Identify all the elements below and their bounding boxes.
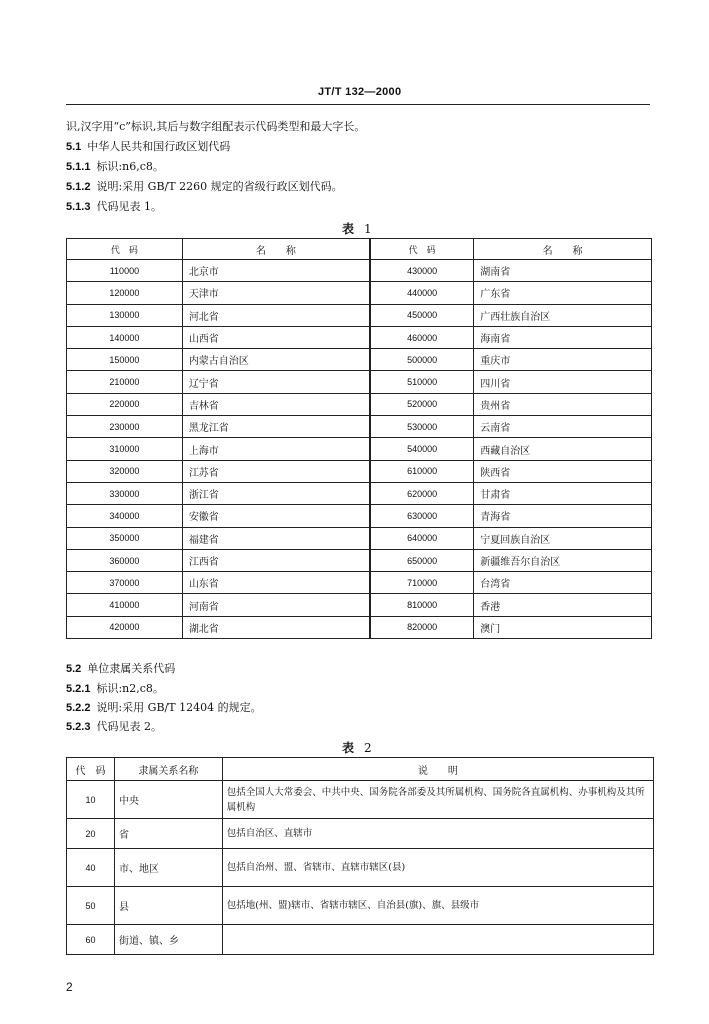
region-name-cell: 吉林省: [182, 393, 370, 415]
region-name-cell: 辽宁省: [182, 371, 370, 393]
region-name-cell: 贵州省: [474, 393, 652, 415]
region-name-cell: 湖北省: [182, 616, 370, 638]
description-cell: 包括全国人大常委会、中共中央、国务院各部委及其所属机构、国务院各直属机构、办事机构及其所属机构: [222, 781, 653, 819]
table-row: [67, 527, 652, 549]
region-code-cell: 110000: [67, 260, 183, 282]
region-code-cell: 810000: [370, 594, 474, 616]
region-code-cell: 420000: [67, 616, 183, 638]
affiliation-name-cell: 县: [114, 887, 222, 925]
column-header-affiliation-name: 隶属关系名称: [114, 758, 222, 781]
table-row: [67, 849, 654, 887]
region-name-cell: 上海市: [182, 438, 370, 460]
region-code-cell: 410000: [67, 594, 183, 616]
region-name-cell: 海南省: [474, 326, 652, 348]
region-code-cell: 540000: [370, 438, 474, 460]
region-code-cell: 640000: [370, 527, 474, 549]
region-name-cell: 天津市: [182, 282, 370, 304]
region-code-cell: 150000: [67, 349, 183, 371]
clause-text: 标识:n2,c8。: [96, 682, 164, 695]
region-code-cell: 130000: [67, 304, 183, 326]
table-row: [67, 616, 652, 638]
region-name-cell: 宁夏回族自治区: [474, 527, 652, 549]
table-row: [67, 594, 652, 616]
clause-number: 5.2.2: [66, 702, 91, 714]
region-code-cell: 370000: [67, 572, 183, 594]
region-name-cell: 江苏省: [182, 460, 370, 482]
clause-5-2-1: [66, 682, 164, 696]
region-name-cell: 河南省: [182, 594, 370, 616]
table-header-row: [67, 239, 652, 260]
region-code-cell: 140000: [67, 326, 183, 348]
region-code-cell: 220000: [67, 393, 183, 415]
description-cell: 包括自治州、盟、省辖市、直辖市辖区(县): [222, 849, 653, 887]
clause-text: 说明:采用 GB/T 2260 规定的省级行政区划代码。: [96, 180, 343, 193]
region-name-cell: 广西壮族自治区: [474, 304, 652, 326]
table-row: [67, 925, 654, 955]
table-row: [67, 371, 652, 393]
clause-number: 5.2.1: [66, 683, 91, 695]
affiliation-code-cell: 20: [67, 819, 115, 849]
section-title: 单位隶属关系代码: [87, 662, 176, 675]
region-name-cell: 北京市: [182, 260, 370, 282]
affiliation-code-cell: 60: [67, 925, 115, 955]
description-cell: [222, 925, 653, 955]
column-header-description: 说 明: [222, 758, 653, 781]
page-number: 2: [66, 980, 73, 994]
region-name-cell: 广东省: [474, 282, 652, 304]
table-row: [67, 482, 652, 504]
region-name-cell: 内蒙古自治区: [182, 349, 370, 371]
region-name-cell: 山西省: [182, 326, 370, 348]
caption-label: 表: [342, 222, 355, 236]
table-row: [67, 416, 652, 438]
region-code-cell: 120000: [67, 282, 183, 304]
region-code-cell: 530000: [370, 416, 474, 438]
clause-text: 标识:n6,c8。: [96, 160, 164, 173]
affiliation-code-cell: 50: [67, 887, 115, 925]
region-name-cell: 重庆市: [474, 349, 652, 371]
region-name-cell: 黑龙江省: [182, 416, 370, 438]
region-name-cell: 河北省: [182, 304, 370, 326]
affiliation-name-cell: 中央: [114, 781, 222, 819]
region-code-cell: 630000: [370, 505, 474, 527]
region-code-cell: 360000: [67, 549, 183, 571]
affiliation-code-cell: 10: [67, 781, 115, 819]
region-code-cell: 520000: [370, 393, 474, 415]
column-header-code: 代 码: [67, 239, 183, 260]
region-code-cell: 450000: [370, 304, 474, 326]
region-name-cell: 江西省: [182, 549, 370, 571]
clause-text: 说明:采用 GB/T 12404 的规定。: [96, 701, 262, 714]
clause-5-1-1: [66, 160, 164, 174]
region-name-cell: 安徽省: [182, 505, 370, 527]
clause-5-2-3: [66, 720, 162, 734]
region-code-cell: 330000: [67, 482, 183, 504]
clause-5-1-3: [66, 200, 162, 214]
table-row: [67, 393, 652, 415]
region-code-cell: 320000: [67, 460, 183, 482]
clause-5-1-2: [66, 180, 343, 194]
affiliation-name-cell: 市、地区: [114, 849, 222, 887]
column-header-code: 代 码: [67, 758, 115, 781]
table-header-row: [67, 758, 654, 781]
region-code-cell: 230000: [67, 416, 183, 438]
clause-text: 代码见表 2。: [96, 720, 162, 733]
region-code-cell: 460000: [370, 326, 474, 348]
clause-5-2-2: [66, 701, 262, 715]
table-row: [67, 260, 652, 282]
region-name-cell: 台湾省: [474, 572, 652, 594]
description-cell: 包括自治区、直辖市: [222, 819, 653, 849]
region-name-cell: 湖南省: [474, 260, 652, 282]
table-row: [67, 326, 652, 348]
section-number: 5.2: [66, 663, 82, 675]
affiliation-code-cell: 40: [67, 849, 115, 887]
clause-number: 5.1.1: [66, 161, 91, 173]
table-row: [67, 349, 652, 371]
table-row: [67, 549, 652, 571]
header-rule: [66, 104, 650, 105]
region-code-cell: 650000: [370, 549, 474, 571]
clause-number: 5.2.3: [66, 721, 91, 733]
affiliation-name-cell: 街道、镇、乡: [114, 925, 222, 955]
region-name-cell: 西藏自治区: [474, 438, 652, 460]
section-title: 中华人民共和国行政区划代码: [87, 140, 231, 153]
region-name-cell: 福建省: [182, 527, 370, 549]
region-code-cell: 440000: [370, 282, 474, 304]
table1-caption: [342, 220, 372, 237]
table-row: [67, 819, 654, 849]
region-code-cell: 350000: [67, 527, 183, 549]
region-code-cell: 310000: [67, 438, 183, 460]
clause-text: 代码见表 1。: [96, 200, 162, 213]
region-name-cell: 澳门: [474, 616, 652, 638]
column-header-name: 名 称: [474, 239, 652, 260]
table-admin-division-codes: [66, 238, 652, 639]
region-name-cell: 新疆维吾尔自治区: [474, 549, 652, 571]
table-row: [67, 438, 652, 460]
description-cell: 包括地(州、盟)辖市、省辖市辖区、自治县(旗)、旗、县级市: [222, 887, 653, 925]
region-name-cell: 云南省: [474, 416, 652, 438]
table-row: [67, 304, 652, 326]
region-code-cell: 510000: [370, 371, 474, 393]
region-name-cell: 四川省: [474, 371, 652, 393]
table-row: [67, 505, 652, 527]
section-5-1-heading: [66, 140, 230, 154]
region-name-cell: 甘肃省: [474, 482, 652, 504]
section-5-2-heading: [66, 662, 175, 676]
region-name-cell: 浙江省: [182, 482, 370, 504]
table-row: [67, 572, 652, 594]
clause-number: 5.1.2: [66, 181, 91, 193]
caption-label: 表: [342, 741, 355, 755]
table-row: [67, 781, 654, 819]
clause-number: 5.1.3: [66, 201, 91, 213]
affiliation-name-cell: 省: [114, 819, 222, 849]
region-code-cell: 500000: [370, 349, 474, 371]
intro-line: 识,汉字用“c”标识,其后与数字组配表示代码类型和最大字长。: [66, 120, 366, 133]
table-row: [67, 282, 652, 304]
column-header-code: 代 码: [370, 239, 474, 260]
region-code-cell: 340000: [67, 505, 183, 527]
standard-code-header: JT/T 132—2000: [318, 86, 402, 98]
table2-caption: [342, 739, 372, 756]
caption-number: 2: [364, 741, 372, 755]
region-name-cell: 陕西省: [474, 460, 652, 482]
region-code-cell: 430000: [370, 260, 474, 282]
caption-number: 1: [364, 222, 372, 236]
region-code-cell: 710000: [370, 572, 474, 594]
region-code-cell: 820000: [370, 616, 474, 638]
table-row: [67, 460, 652, 482]
region-name-cell: 香港: [474, 594, 652, 616]
region-code-cell: 610000: [370, 460, 474, 482]
region-code-cell: 210000: [67, 371, 183, 393]
region-code-cell: 620000: [370, 482, 474, 504]
region-name-cell: 山东省: [182, 572, 370, 594]
table-row: [67, 887, 654, 925]
section-number: 5.1: [66, 141, 82, 153]
table-affiliation-codes: [66, 757, 654, 955]
region-name-cell: 青海省: [474, 505, 652, 527]
column-header-name: 名 称: [182, 239, 370, 260]
